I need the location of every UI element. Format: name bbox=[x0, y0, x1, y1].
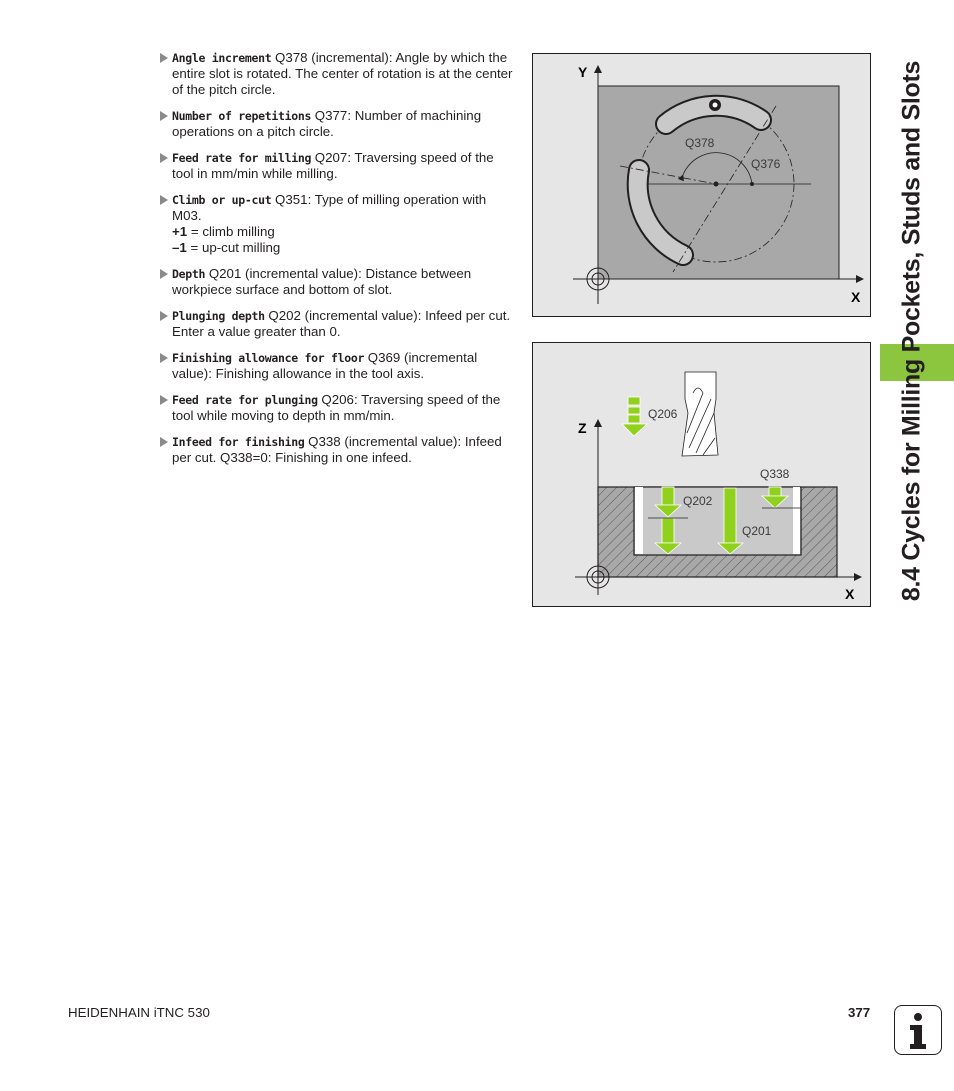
slot-pattern-diagram bbox=[532, 53, 871, 317]
bullet-triangle-icon bbox=[160, 53, 168, 63]
parameter-keyword: Angle increment bbox=[172, 51, 272, 65]
q376-label: Q376 bbox=[751, 157, 781, 171]
list-item bbox=[158, 434, 513, 466]
bullet-triangle-icon bbox=[160, 311, 168, 321]
parameter-description: Q369 (incremental value): Finishing allowance in the tool axis. bbox=[172, 350, 478, 381]
parameter-description: Q207: Traversing speed of the tool in mm/min while milling. bbox=[172, 150, 494, 181]
chapter-title-vertical: 8.4 Cycles for Milling Pockets, Studs and Slots bbox=[897, 60, 926, 602]
parameter-keyword: Climb or up-cut bbox=[172, 193, 272, 207]
page-number: 377 bbox=[848, 1005, 871, 1020]
bullet-triangle-icon bbox=[160, 111, 168, 121]
q201-label: Q201 bbox=[742, 524, 772, 538]
parameter-description: Q201 (incremental value): Distance between workpiece surface and bottom of slot. bbox=[172, 266, 472, 297]
bullet-triangle-icon bbox=[160, 153, 168, 163]
option-line bbox=[172, 240, 513, 256]
parameter-description: Q202 (incremental value): Infeed per cut. Enter a value greater than 0. bbox=[172, 308, 511, 339]
q378-label: Q378 bbox=[685, 136, 715, 150]
list-item bbox=[158, 392, 513, 424]
plunging-depth-diagram bbox=[532, 342, 871, 607]
q206-label: Q206 bbox=[648, 407, 678, 421]
list-item bbox=[158, 150, 513, 182]
x-axis-label: X bbox=[845, 586, 855, 602]
parameter-description: Q351: Type of milling operation with M03. bbox=[172, 192, 487, 223]
q338-label: Q338 bbox=[760, 467, 790, 481]
parameter-description: Q338 (incremental value): Infeed per cut. Q338=0: Finishing in one infeed. bbox=[172, 434, 502, 465]
option-label: = climb milling bbox=[187, 224, 275, 239]
option-line bbox=[172, 224, 513, 240]
x-axis-label: X bbox=[851, 289, 861, 305]
parameter-keyword: Depth bbox=[172, 267, 206, 281]
parameter-keyword: Feed rate for milling bbox=[172, 151, 312, 165]
option-value: –1 bbox=[172, 240, 187, 255]
bullet-triangle-icon bbox=[160, 353, 168, 363]
bullet-triangle-icon bbox=[160, 395, 168, 405]
bullet-triangle-icon bbox=[160, 437, 168, 447]
option-value: +1 bbox=[172, 224, 188, 239]
list-item bbox=[158, 350, 513, 382]
parameter-description: Q378 (incremental): Angle by which the entire slot is rotated. The center of rotation is at the center of the pitch circle. bbox=[172, 50, 513, 97]
list-item bbox=[158, 266, 513, 298]
z-axis-label: Z bbox=[578, 420, 587, 436]
end-mill-tool-icon bbox=[682, 372, 718, 456]
bullet-triangle-icon bbox=[160, 195, 168, 205]
parameter-description: Q377: Number of machining operations on a pitch circle. bbox=[172, 108, 482, 139]
footer-product: HEIDENHAIN iTNC 530 bbox=[68, 1005, 210, 1020]
parameter-keyword: Plunging depth bbox=[172, 309, 265, 323]
parameter-keyword: Infeed for finishing bbox=[172, 435, 305, 449]
list-item bbox=[158, 50, 513, 98]
list-item bbox=[158, 108, 513, 140]
q202-label: Q202 bbox=[683, 494, 713, 508]
parameter-description: Q206: Traversing speed of the tool while moving to depth in mm/min. bbox=[172, 392, 501, 423]
parameter-keyword: Number of repetitions bbox=[172, 109, 312, 123]
list-item bbox=[158, 308, 513, 340]
option-label: = up-cut milling bbox=[186, 240, 281, 255]
y-axis-label: Y bbox=[578, 64, 588, 80]
list-item bbox=[158, 192, 513, 256]
info-icon bbox=[894, 1005, 942, 1055]
parameter-list bbox=[158, 50, 513, 476]
parameter-keyword: Feed rate for plunging bbox=[172, 393, 318, 407]
bullet-triangle-icon bbox=[160, 269, 168, 279]
parameter-keyword: Finishing allowance for floor bbox=[172, 351, 365, 365]
